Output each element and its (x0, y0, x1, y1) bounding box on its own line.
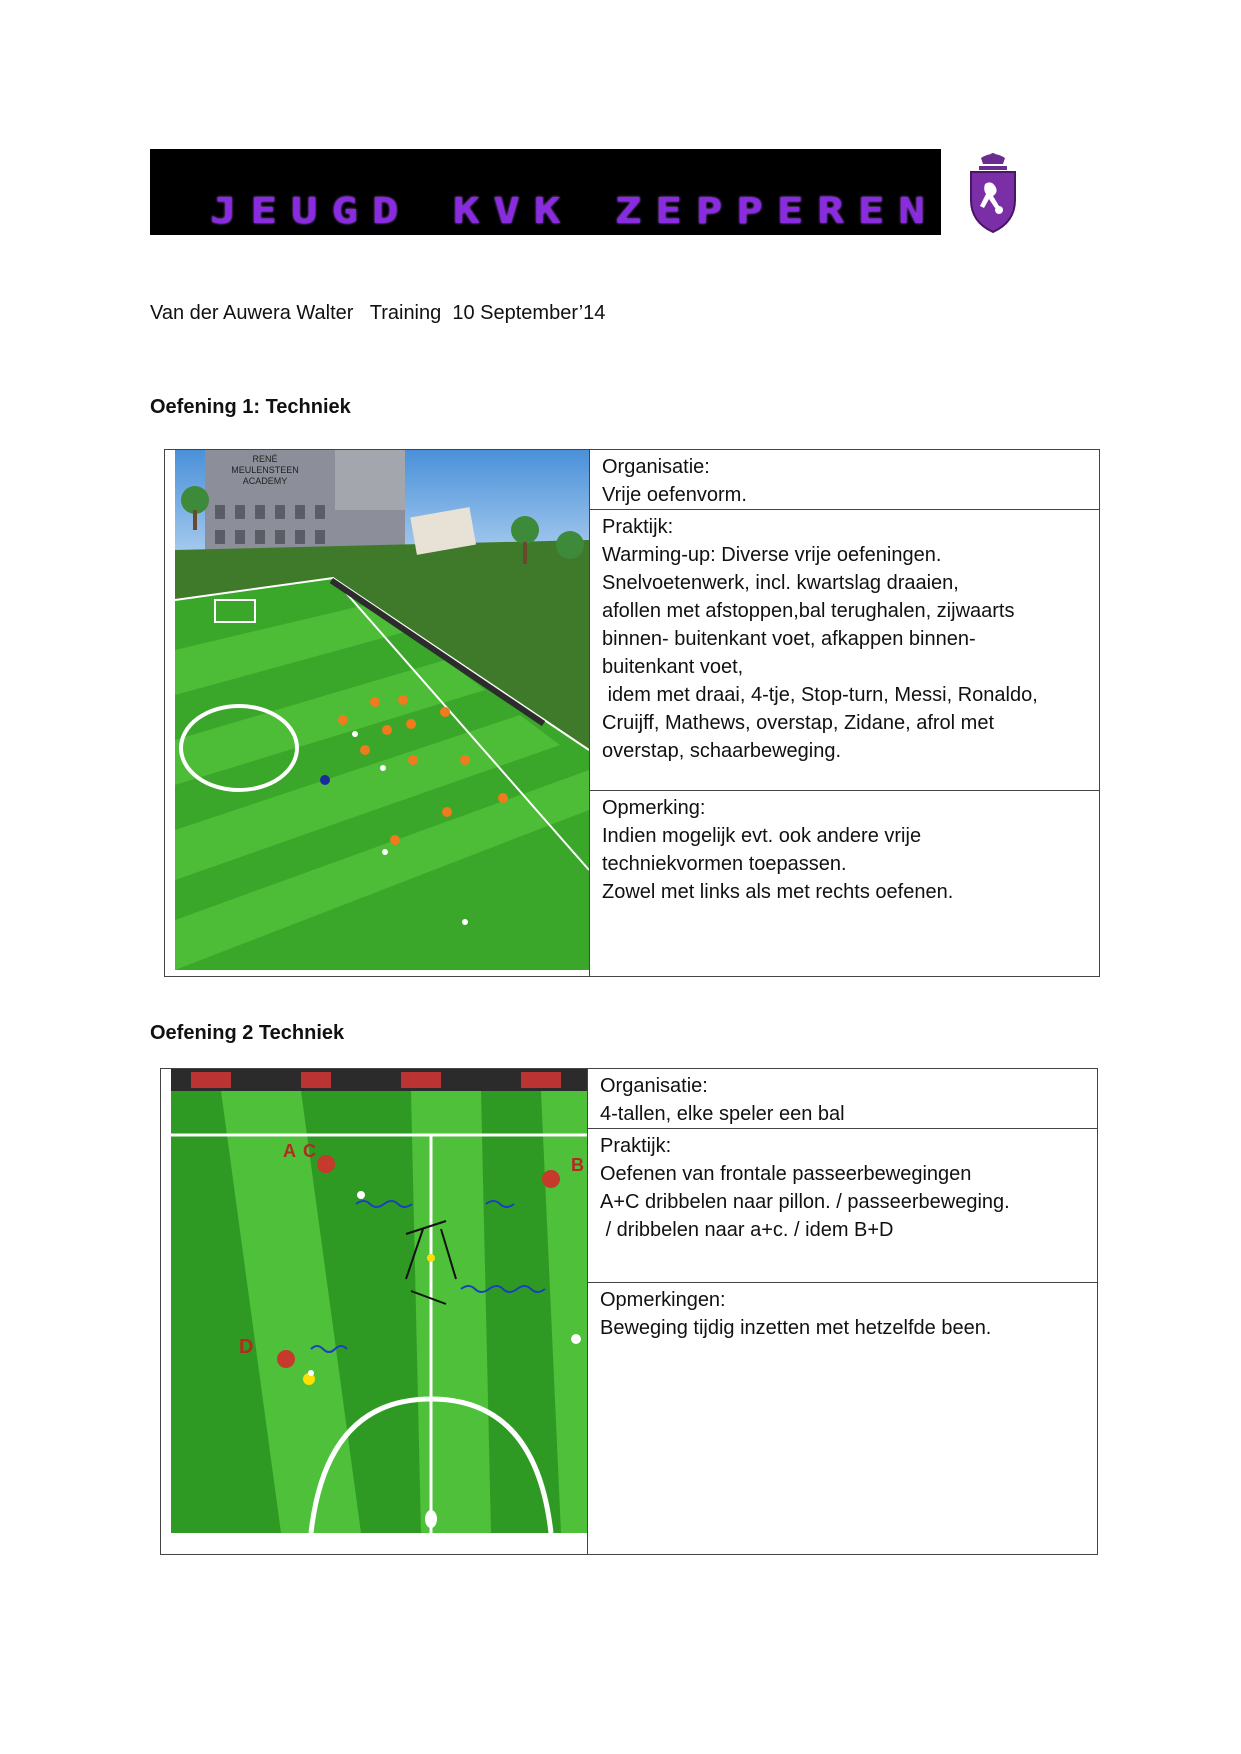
svg-text:C: C (303, 1141, 316, 1161)
exercise-2-title: Oefening 2 Techniek (150, 1022, 345, 1044)
svg-text:RENÉ: RENÉ (252, 454, 278, 464)
ex1-organisatie: Organisatie: Vrije oefenvorm. (602, 456, 747, 506)
ex1-praktijk: Praktijk: Warming-up: Diverse vrije oefeningen. Snelvoetenwerk, incl. kwartslag draaien, afollen met afstoppen,bal terughalen, zijwaarts binnen- buitenkant voet, afkappen binnen- buitenkant voet, idem met draai, 4-tje, Stop-turn, Messi, Ronaldo, Cruijff, Mathews, overstap, Zidane, afrol met overstap, schaarbeweging. (602, 516, 1038, 762)
exercise-1-image-cell (165, 450, 590, 977)
exercise-1-table (164, 449, 1100, 977)
banner-title: JEUGD KVK ZEPPEREN (210, 191, 939, 232)
ex2-opmerking: Opmerkingen: Beweging tijdig inzetten met hetzelfde been. (600, 1289, 992, 1339)
svg-text:B: B (571, 1155, 584, 1175)
exercise-2-table (160, 1068, 1098, 1555)
ex1-opmerking: Opmerking: Indien mogelijk evt. ook andere vrije techniekvormen toepassen. Zowel met links als met rechts oefenen. (602, 797, 954, 903)
svg-text:D: D (239, 1336, 254, 1358)
header-banner (150, 149, 941, 235)
exercise-2-field-image (161, 1069, 587, 1553)
club-crest-logo (967, 150, 1019, 234)
ex2-organisatie: Organisatie: 4-tallen, elke speler een bal (600, 1075, 845, 1125)
exercise-2-image-cell (161, 1069, 588, 1555)
svg-text:ACADEMY: ACADEMY (242, 476, 288, 486)
svg-text:MEULENSTEEN: MEULENSTEEN (231, 465, 299, 475)
svg-text:A: A (283, 1141, 296, 1161)
training-meta: Van der Auwera Walter Training 10 September’14 (150, 302, 606, 324)
exercise-1-field-image (165, 450, 589, 970)
ex2-praktijk: Praktijk: Oefenen van frontale passeerbewegingen A+C dribbelen naar pillon. / passeerbeweging. / dribbelen naar a+c. / idem B+D (600, 1135, 1010, 1241)
exercise-1-title: Oefening 1: Techniek (150, 396, 351, 418)
